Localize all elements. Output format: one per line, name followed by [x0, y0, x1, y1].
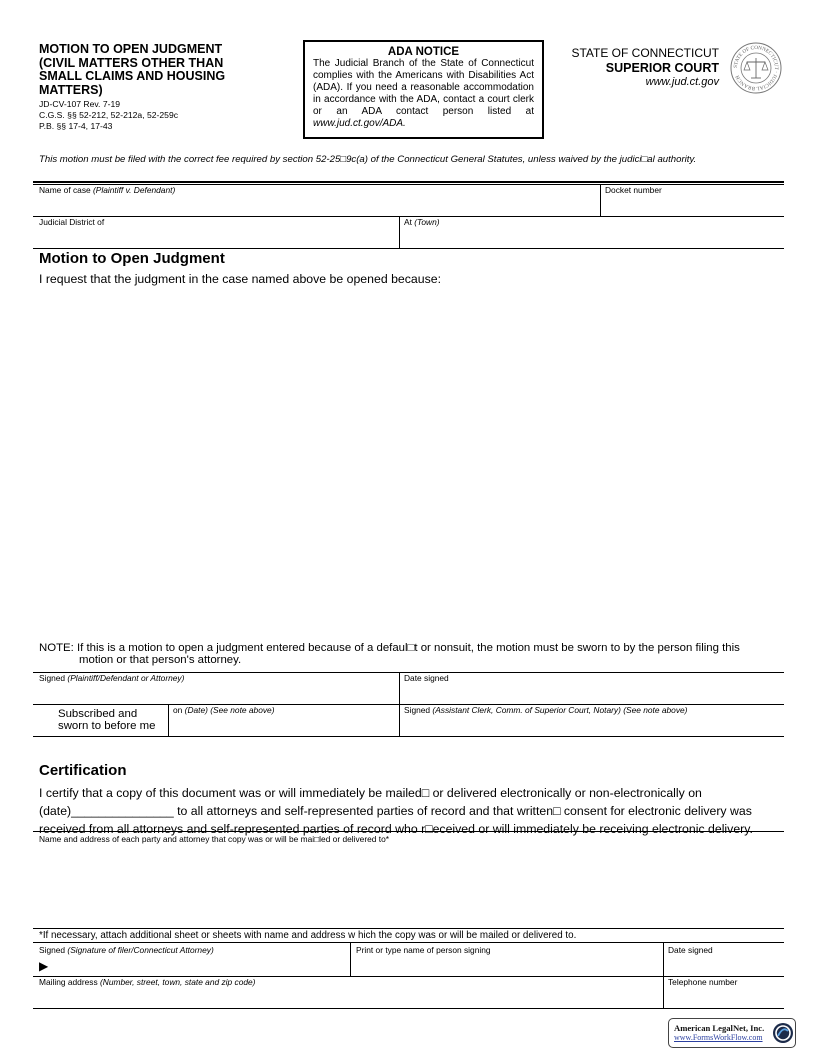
motion-heading: Motion to Open Judgment	[39, 250, 225, 267]
form-meta	[39, 99, 178, 132]
mailing-address-hint: (Number, street, town, state and zip code)	[99, 977, 256, 987]
sworn-before-me	[58, 708, 156, 732]
town-field[interactable]	[404, 217, 440, 227]
at-label: At	[404, 217, 412, 227]
recipients-address-label: Name and address of each party and attorney that copy was or will be mai□led or delivered to*	[39, 834, 390, 844]
date-signed-field[interactable]	[404, 673, 449, 683]
certification-line3: received from all attorneys and self-represented parties of record who r□eceived or will immediately be receiving electronic delivery.	[39, 822, 753, 836]
signed-hint: (Plaintiff/Defendant or Attorney)	[67, 673, 185, 683]
ada-notice	[303, 40, 544, 139]
print-name-label: Print or type name of person signing	[356, 945, 491, 955]
ada-title: ADA NOTICE	[387, 46, 460, 58]
on-date-label: on	[173, 705, 183, 715]
certification-heading: Certification	[39, 762, 127, 779]
mailing-address-field[interactable]	[39, 977, 255, 987]
brand-url[interactable]: www.FormsWorkFlow.com	[674, 1033, 763, 1042]
cert-date-signed-label: Date signed	[668, 945, 713, 955]
sworn-note-line1: NOTE: If this is a motion to open a judgment entered because of a defaul□t or nonsuit, the motion must be sworn to by the person filing this	[39, 642, 740, 654]
filer-signed-hint: (Signature of filer/Connecticut Attorney)	[67, 945, 214, 955]
website-link[interactable]: www.jud.ct.gov	[645, 76, 719, 88]
print-name-field[interactable]	[356, 945, 491, 955]
motion-reason-area[interactable]	[39, 290, 784, 635]
form-title-line: (CIVIL MATTERS OTHER THAN	[39, 55, 224, 70]
filer-signature-field[interactable]	[39, 945, 214, 955]
mailing-address-label: Mailing address	[39, 977, 98, 987]
brand-name: American LegalNet, Inc.	[674, 1023, 765, 1033]
form-number: JD-CV-107 Rev. 7-19	[39, 99, 121, 109]
sworn-line1: Subscribed and	[58, 708, 138, 720]
seal-text: STATE OF CONNECTICUT · JUDICIAL BRANCH	[732, 44, 780, 92]
form-title	[39, 43, 289, 97]
ada-link[interactable]: www.jud.ct.gov/ADA.	[313, 118, 406, 129]
sworn-note-line2: motion or that person's attorney.	[79, 654, 242, 666]
certification-text	[39, 784, 784, 838]
case-name-label: Name of case	[39, 185, 91, 195]
certification-line1: I certify that a copy of this document was or will immediately be mailed□ or delivered electronically or non-electronically on	[39, 786, 702, 800]
filer-signed-label: Signed	[39, 945, 66, 955]
cert-date-signed-field[interactable]	[668, 945, 713, 955]
telephone-field[interactable]	[668, 977, 737, 987]
certification-line2: (date)_______________ to all attorneys and self-represented parties of record and that written□ consent for electronic delivery was	[39, 804, 752, 818]
ada-text	[313, 58, 534, 130]
state-name: STATE OF CONNECTICUT	[571, 46, 719, 60]
signed-label: Signed	[39, 673, 66, 683]
form-title-line: MATTERS)	[39, 82, 103, 97]
clerk-signed-label: Signed	[404, 705, 431, 715]
state-seal-icon	[730, 42, 782, 94]
form-title-line: SMALL CLAIMS AND HOUSING	[39, 69, 226, 83]
sworn-note	[39, 642, 784, 666]
practice-book-refs: P.B. §§ 17-4, 17-43	[39, 121, 113, 131]
signature-arrow-icon: ▶	[39, 959, 49, 973]
ada-body-text: The Judicial Branch of the State of Connecticut complies with the Americans with Disabilities Act (ADA). If you need a reasonable accommodation in accordance with the ADA, contact a court clerk or an ADA contact person listed at	[313, 58, 534, 117]
docket-number-field[interactable]	[605, 185, 662, 195]
footnote: *If necessary, attach additional sheet or sheets with name and address w hich the copy was or will be mailed or delivered to.	[39, 930, 577, 941]
clerk-signed-field[interactable]	[404, 705, 687, 715]
judicial-district-field[interactable]	[39, 217, 104, 227]
court-name: SUPERIOR COURT	[605, 61, 719, 75]
town-hint: (Town)	[414, 217, 440, 227]
fee-note: This motion must be filed with the correct fee required by section 52-25□9c(a) of the Connecticut General Statutes, unless waived by the judici□al authority.	[39, 154, 697, 165]
sworn-date-field[interactable]	[173, 705, 275, 715]
motion-request-text: I request that the judgment in the case named above be opened because:	[39, 272, 441, 286]
sworn-line2: sworn to before me	[58, 720, 156, 732]
case-name-hint: (Plaintiff v. Defendant)	[93, 185, 176, 195]
statute-refs: C.G.S. §§ 52-212, 52-212a, 52-259c	[39, 110, 179, 120]
telephone-label: Telephone number	[668, 977, 738, 987]
clerk-signed-hint: (Assistant Clerk, Comm. of Superior Court, Notary) (See note above)	[432, 705, 688, 715]
recipients-address-field[interactable]	[39, 834, 389, 844]
case-name-field[interactable]	[39, 185, 175, 195]
on-date-hint: (Date) (See note above)	[184, 705, 275, 715]
workflow-logo-icon	[772, 1022, 794, 1044]
form-title-line: MOTION TO OPEN JUDGMENT	[39, 42, 223, 56]
legalnet-badge[interactable]	[668, 1018, 796, 1048]
judicial-district-label: Judicial District of	[39, 217, 105, 227]
date-signed-label: Date signed	[404, 673, 449, 683]
docket-number-label: Docket number	[605, 185, 662, 195]
signed-field[interactable]	[39, 673, 184, 683]
